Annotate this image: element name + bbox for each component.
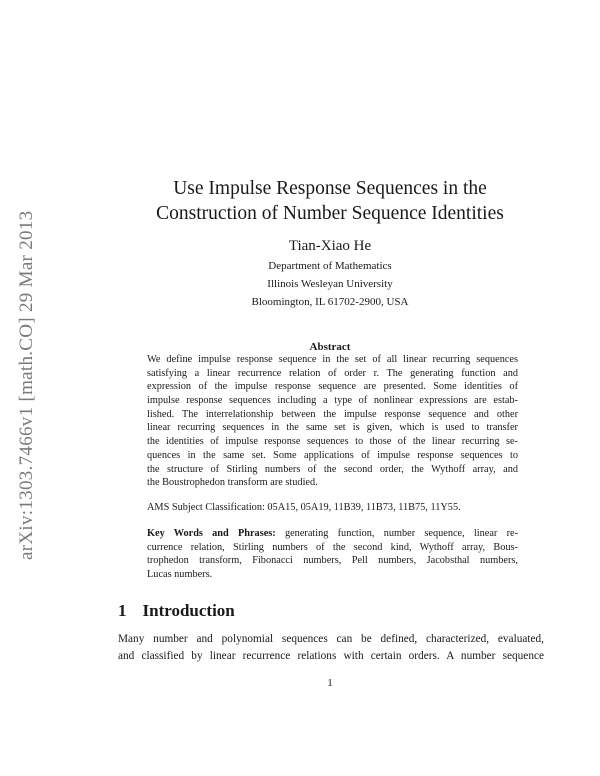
affiliation-address: Bloomington, IL 61702-2900, USA — [251, 296, 409, 308]
abstract-line: linear recurring sequences in the same set is given, which is used to transfer — [147, 422, 518, 434]
abstract-line: quences in the same set. Some applications of impulse response sequences to — [147, 449, 518, 461]
keywords-line: currence relation, Stirling numbers of the second kind, Wythoff array, Bous- — [147, 541, 518, 553]
keywords-line-1-text: generating function, number sequence, linear re- — [275, 528, 519, 539]
abstract-line: the structure of Stirling numbers of the second order, the Wythoff array, and — [147, 463, 518, 475]
page-number: 1 — [327, 677, 333, 689]
abstract-line: impulse response sequences including a type of nonlinear expressions are estab- — [147, 395, 518, 407]
keywords-line: trophedon transform, Fibonacci numbers, Pell numbers, Jacobsthal numbers, — [147, 555, 518, 567]
intro-line: Many number and polynomial sequences can be defined, characterized, evaluated, — [118, 633, 544, 645]
paper-title-line-2: Construction of Number Sequence Identities — [156, 203, 504, 224]
introduction-paragraph — [118, 631, 544, 665]
abstract-body — [147, 353, 518, 490]
keywords-line — [147, 527, 518, 541]
abstract-line: We define impulse response sequence in the set of all linear recurring sequences — [147, 354, 518, 365]
section-number: 1 — [118, 601, 127, 620]
keywords-paragraph — [147, 527, 518, 582]
section-heading-introduction — [118, 600, 235, 622]
abstract-heading: Abstract — [309, 341, 351, 353]
keywords-line: Lucas numbers. — [147, 569, 213, 581]
abstract-line: the Boustrophedon transform are studied. — [147, 477, 318, 489]
section-title: Introduction — [142, 601, 235, 620]
arxiv-identifier-stamp: arXiv:1303.7466v1 [math.CO] 29 Mar 2013 — [16, 210, 37, 560]
keywords-label: Key Words and Phrases: — [147, 528, 276, 539]
author-name: Tian-Xiao He — [288, 238, 372, 254]
abstract-line: lished. The interrelationship between the impulse response sequence and other — [147, 408, 518, 420]
paper-title — [100, 176, 560, 226]
abstract-line: the identities of impulse response sequences to those of the linear recurring se- — [147, 436, 518, 448]
abstract-line: expression of the impulse response sequence are presented. Some identities of — [147, 381, 518, 393]
paper-title-line-1: Use Impulse Response Sequences in the — [173, 178, 487, 199]
abstract-line: satisfying a linear recurrence relation of order r. The generating function and — [147, 367, 518, 379]
ams-subject-classification: AMS Subject Classification: 05A15, 05A19, 11B39, 11B73, 11B75, 11Y55. — [147, 502, 461, 513]
intro-line: and classified by linear recurrence relations with certain orders. A number sequence — [118, 650, 544, 662]
affiliation-department: Department of Mathematics — [268, 260, 392, 272]
affiliation-university: Illinois Wesleyan University — [267, 278, 393, 290]
